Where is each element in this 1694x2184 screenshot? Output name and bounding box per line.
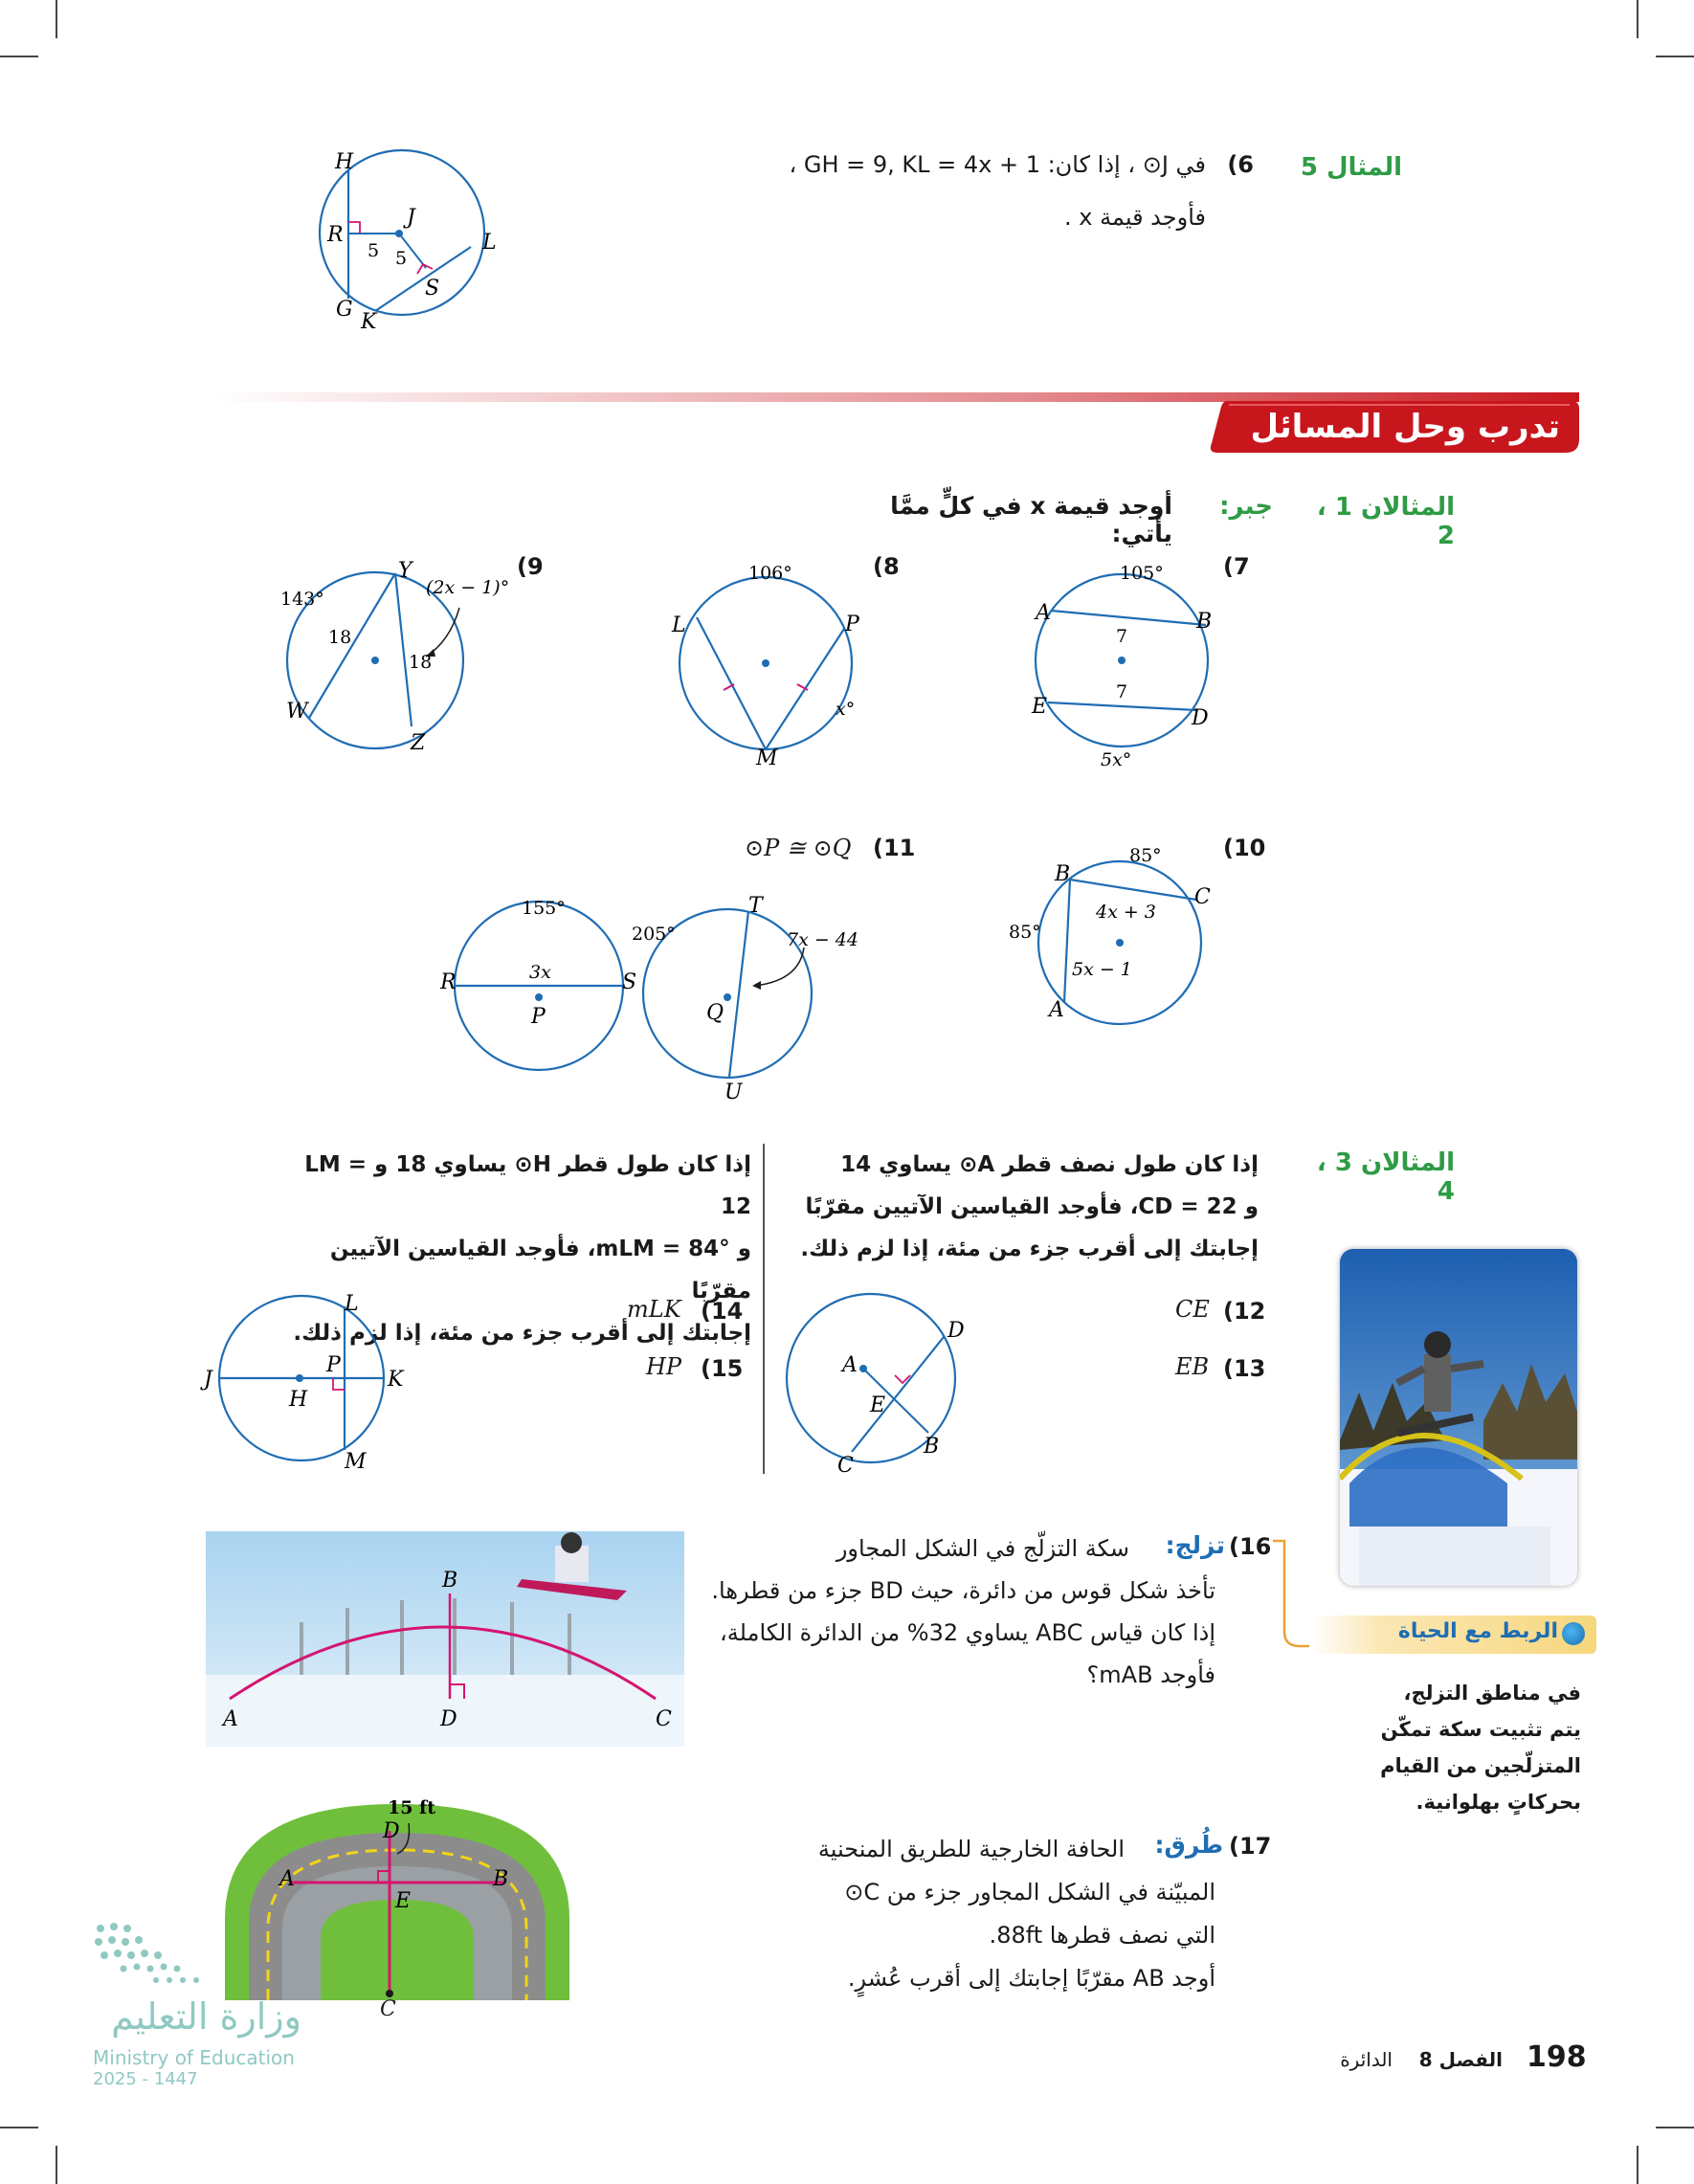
ministry-name-en: Ministry of Education xyxy=(93,2046,295,2069)
globe-icon xyxy=(1562,1622,1585,1645)
label-W: W xyxy=(286,700,308,724)
sidebar-line: في مناطق التزلج، xyxy=(1403,1682,1581,1705)
problem-text: فأوجد mAB؟ xyxy=(1086,1661,1215,1688)
label-B: B xyxy=(493,1867,509,1891)
instruction-line: إجابتك إلى أقرب جزء من مئة، إذا لزم ذلك. xyxy=(293,1321,751,1346)
label-B: B xyxy=(924,1435,940,1459)
label-U: U xyxy=(724,1081,743,1104)
label-E: E xyxy=(870,1393,886,1417)
congruence-condition: ⊙P ≅ ⊙Q xyxy=(745,835,852,861)
arc-expression: 7x − 44 xyxy=(787,929,858,950)
chapter-title: الدائرة xyxy=(1340,2048,1393,2071)
problem-number: 6) xyxy=(1227,151,1254,178)
label-P: P xyxy=(326,1353,341,1377)
circle-figure-8 xyxy=(660,550,880,780)
problem-number: (15 xyxy=(701,1355,744,1382)
label-S: S xyxy=(622,970,637,994)
label-Y: Y xyxy=(398,559,412,583)
ministry-name-ar: وزارة التعليم xyxy=(111,1995,301,2038)
snowboard-photo-art xyxy=(1340,1249,1577,1586)
label-D: D xyxy=(947,1319,965,1343)
circle-figure-7 xyxy=(1014,550,1225,780)
label-B: B xyxy=(1055,862,1071,886)
problem-text: الحافة الخارجية للطريق المنحنية xyxy=(817,1836,1125,1862)
arc-label: 85° xyxy=(1129,845,1162,866)
label-P: P xyxy=(531,1005,546,1029)
label-C: C xyxy=(656,1707,672,1731)
prompt-label: جبر: xyxy=(1219,492,1273,521)
label-G: G xyxy=(336,298,353,322)
arc-label: 5x° xyxy=(1101,749,1132,770)
snowboard-photo xyxy=(1340,1249,1577,1586)
crop-mark xyxy=(1637,2146,1638,2184)
arc-label: 143° xyxy=(280,589,324,610)
chord-expression: 5x − 1 xyxy=(1072,959,1132,980)
chapter-label: الفصل 8 xyxy=(1418,2048,1503,2071)
sidebar-line: يتم تثبيت سكة تمكّن xyxy=(1380,1718,1581,1741)
sidebar-text xyxy=(1330,1675,1581,1820)
circle-figure-10 xyxy=(995,833,1225,1034)
label-C: C xyxy=(380,1997,396,2021)
problem-number: (10 xyxy=(1223,835,1266,861)
problem-number: (16 xyxy=(1229,1533,1272,1560)
ministry-logo-icon xyxy=(91,1919,215,1995)
chord-expression: 3x xyxy=(529,962,551,983)
problem-text: سكة التزلّج في الشكل المجاور xyxy=(836,1535,1129,1562)
problem-number: (11 xyxy=(873,835,916,861)
ministry-years: 2025 - 1447 xyxy=(93,2069,198,2089)
instruction-line: إذا كان طول قطر H⊙ يساوي 18 و LM = 12 xyxy=(304,1152,751,1219)
problem-text: المبيّنة في الشكل المجاور جزء من C⊙ xyxy=(844,1879,1215,1905)
label-T: T xyxy=(748,894,763,918)
label-E: E xyxy=(395,1889,412,1913)
arc-label: x° xyxy=(836,699,856,720)
instruction-line: إذا كان طول نصف قطر A⊙ يساوي 14 xyxy=(840,1152,1259,1177)
prompt-text: أوجد قيمة x في كلٍّ ممَّا يأتي: xyxy=(890,492,1172,547)
sidebar-line: المتزلّجين من القيام xyxy=(1380,1754,1581,1777)
circle-figure-9 xyxy=(273,550,522,770)
arc-label: 105° xyxy=(1120,563,1164,584)
problem-number: (17 xyxy=(1229,1833,1272,1860)
example-label: المثال 5 xyxy=(1300,153,1402,182)
label-A: A xyxy=(842,1353,858,1377)
label-M: M xyxy=(756,747,778,770)
label-E: E xyxy=(1032,695,1048,719)
problem-number: (12 xyxy=(1223,1298,1266,1325)
left-instructions xyxy=(770,1144,1259,1270)
length-label: 15 ft xyxy=(388,1797,436,1818)
rail-figure xyxy=(206,1531,684,1747)
problem-text: إذا كان قياس ABC يساوي 32% من الدائرة الكاملة، xyxy=(720,1619,1215,1646)
crop-mark xyxy=(0,2127,38,2128)
crop-mark xyxy=(1637,0,1638,38)
label-L: L xyxy=(345,1292,359,1316)
arc-label: 155° xyxy=(522,898,566,919)
problem-text: فأوجد قيمة x . xyxy=(1064,204,1206,231)
problem-text: في J⊙ ، إذا كان: GH = 9, KL = 4x + 1 ، xyxy=(789,151,1206,178)
label-B: B xyxy=(442,1569,458,1593)
crop-mark xyxy=(1656,2127,1694,2128)
section-title: تدرب وحل المسائل xyxy=(1250,408,1560,446)
problem-text: التي نصف قطرها 88ft. xyxy=(989,1922,1215,1949)
label-L: L xyxy=(482,231,497,255)
arc-expression: (2x − 1)° xyxy=(426,577,510,598)
label-A: A xyxy=(223,1707,238,1731)
problem-number: (7 xyxy=(1223,553,1250,580)
instruction-line: و CD = 22، فأوجد القياسين الآتيين مقرّبًا xyxy=(805,1194,1259,1219)
problem-number: (14 xyxy=(701,1298,744,1325)
label-Z: Z xyxy=(411,731,426,755)
problem-number: (9 xyxy=(517,553,544,580)
label-H: H xyxy=(289,1388,308,1412)
road-figure xyxy=(225,1794,589,2005)
crop-mark xyxy=(56,2146,57,2184)
problem-text: mLK xyxy=(627,1296,681,1323)
instruction-line: و mLM = 84°، فأوجد القياسين الآتيين مقرّبًا xyxy=(329,1237,751,1304)
label-P: P xyxy=(845,613,859,636)
chord-length: 18 xyxy=(409,652,433,673)
label-B: B xyxy=(1196,610,1213,634)
crop-mark xyxy=(0,56,38,57)
problem-text: EB xyxy=(1175,1353,1210,1380)
label-S: S xyxy=(425,277,440,301)
circle-figure-11 xyxy=(440,890,880,1105)
label-R: R xyxy=(327,223,344,247)
circle-figure-H xyxy=(196,1287,426,1479)
label-J: J xyxy=(407,206,415,230)
example-label: المثالان 1 ، 2 xyxy=(1316,493,1455,550)
circle-figure-6 xyxy=(306,144,536,335)
chord-length: 18 xyxy=(328,627,352,648)
label-5: 5 xyxy=(368,240,380,261)
chord-length: 7 xyxy=(1116,681,1128,702)
label-A: A xyxy=(1036,601,1051,625)
label-J: J xyxy=(204,1368,212,1392)
problem-text: أوجد AB مقرّبًا إجابتك إلى أقرب عُشرٍ. xyxy=(847,1965,1215,1992)
example-label: المثالان 3 ، 4 xyxy=(1316,1148,1455,1206)
label-Q: Q xyxy=(706,1001,724,1025)
arc-label: 106° xyxy=(748,563,792,584)
problem-number: (13 xyxy=(1223,1355,1266,1382)
arc-label: 205° xyxy=(632,924,676,945)
chord-length: 7 xyxy=(1116,626,1128,647)
sidebar-title: الربط مع الحياة xyxy=(1397,1619,1558,1643)
problem-label: طُرق: xyxy=(1154,1831,1223,1859)
label-D: D xyxy=(1192,706,1209,730)
label-R: R xyxy=(440,970,457,994)
arc-label: 85° xyxy=(1009,922,1041,943)
label-K: K xyxy=(361,310,377,334)
crop-mark xyxy=(1656,56,1694,57)
crop-mark xyxy=(56,0,57,38)
label-H: H xyxy=(335,150,354,174)
problem-label: تزلج: xyxy=(1165,1531,1225,1559)
instruction-line: إجابتك إلى أقرب جزء من مئة، إذا لزم ذلك. xyxy=(800,1237,1259,1261)
label-5: 5 xyxy=(395,248,408,269)
sidebar-line: بحركاتٍ بهلوانية. xyxy=(1415,1791,1581,1814)
label-K: K xyxy=(388,1368,404,1392)
chord-expression: 4x + 3 xyxy=(1096,902,1156,923)
label-C: C xyxy=(837,1454,854,1478)
circle-figure-A xyxy=(775,1287,976,1479)
page-number: 198 xyxy=(1527,2040,1587,2074)
problem-text: تأخذ شكل قوس من دائرة، حيث BD جزء من قطرها. xyxy=(711,1577,1215,1604)
label-A: A xyxy=(1049,998,1064,1022)
problem-text: HP xyxy=(646,1353,682,1380)
label-D: D xyxy=(440,1707,457,1731)
label-A: A xyxy=(279,1867,295,1891)
problem-text: CE xyxy=(1175,1296,1210,1323)
label-D: D xyxy=(383,1819,400,1843)
label-L: L xyxy=(672,613,686,637)
label-M: M xyxy=(345,1450,367,1474)
problem-number: (8 xyxy=(873,553,900,580)
label-C: C xyxy=(1194,885,1211,909)
column-divider xyxy=(763,1144,765,1474)
